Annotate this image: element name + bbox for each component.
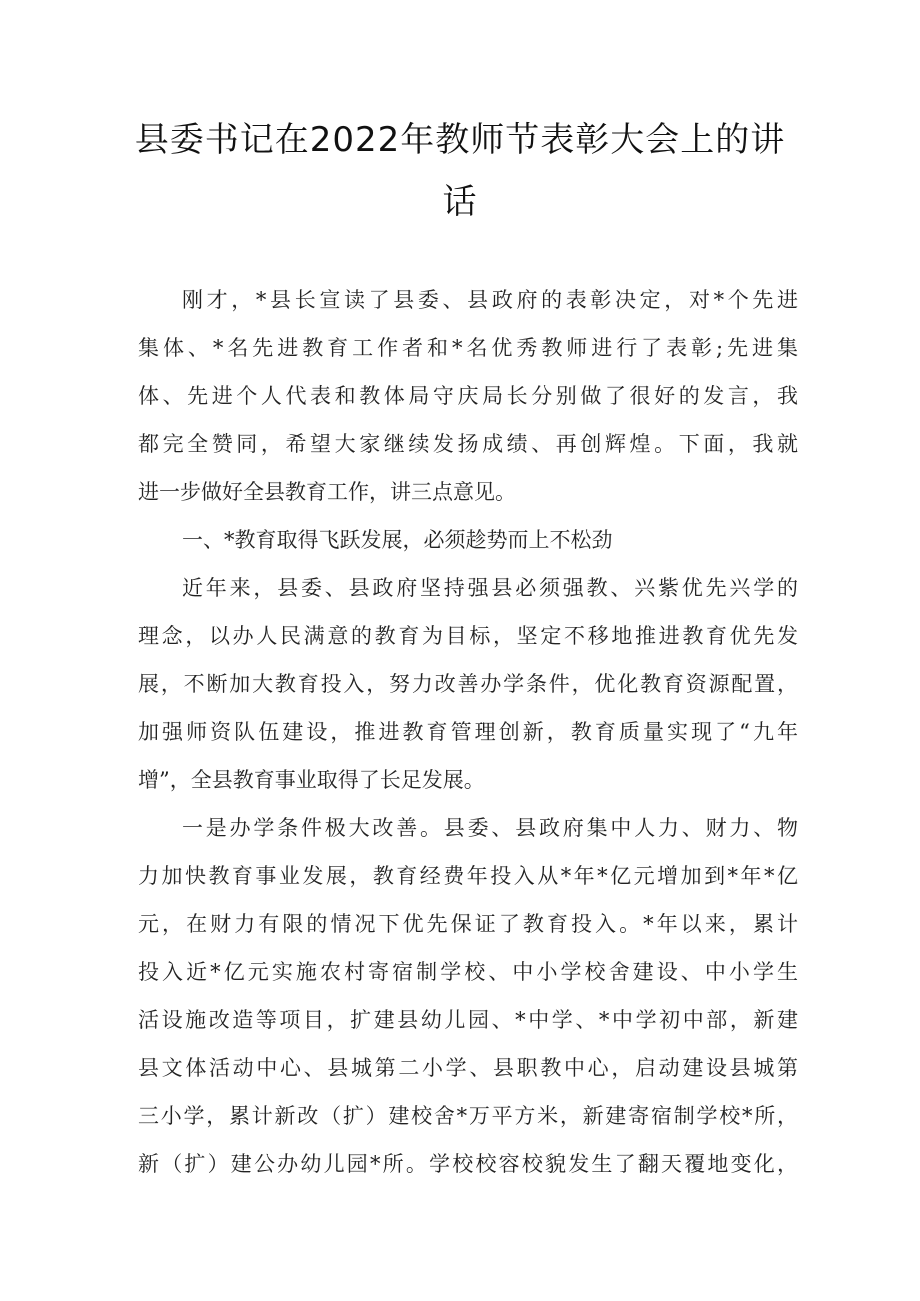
body-line: 近年来，县委、县政府坚持强县必须强教、兴紫优先兴学的 (182, 576, 798, 600)
body-line: 刚才，*县长宣读了县委、县政府的表彰决定，对*个先进 (182, 288, 798, 312)
body-line: 三小学，累计新改（扩）建校舍*万平方米，新建寄宿制学校*所， (138, 1104, 798, 1128)
body-line: 力加快教育事业发展，教育经费年投入从*年*亿元增加到*年*亿 (138, 864, 798, 888)
body-line: 体、先进个人代表和教体局守庆局长分别做了很好的发言，我 (138, 384, 798, 408)
body-line: 县文体活动中心、县城第二小学、县职教中心，启动建设县城第 (138, 1056, 798, 1080)
document-title-line-2: 话 (442, 182, 478, 222)
body-line: 理念，以办人民满意的教育为目标，坚定不移地推进教育优先发 (138, 624, 798, 648)
body-line: 加强师资队伍建设，推进教育管理创新，教育质量实现了“九年 (138, 720, 798, 744)
document-body (138, 280, 798, 1192)
body-line: 进一步做好全县教育工作，讲三点意见。 (138, 480, 516, 504)
section-heading: 一、*教育取得飞跃发展，必须趁势而上不松劲 (182, 528, 613, 552)
body-line: 展，不断加大教育投入，努力改善办学条件，优化教育资源配置， (138, 672, 798, 696)
body-line: 增”，全县教育事业取得了长足发展。 (138, 768, 485, 792)
body-line: 投入近*亿元实施农村寄宿制学校、中小学校舍建设、中小学生 (138, 960, 798, 984)
body-line: 元，在财力有限的情况下优先保证了教育投入。*年以来，累计 (138, 912, 798, 936)
body-line: 集体、*名先进教育工作者和*名优秀教师进行了表彰;先进集 (138, 336, 798, 360)
body-line: 活设施改造等项目，扩建县幼儿园、*中学、*中学初中部，新建 (138, 1008, 798, 1032)
body-line: 都完全赞同，希望大家继续发扬成绩、再创辉煌。下面，我就 (138, 432, 798, 456)
body-line: 一是办学条件极大改善。县委、县政府集中人力、财力、物 (182, 816, 798, 840)
body-line: 新（扩）建公办幼儿园*所。学校校容校貌发生了翻天覆地变化， (138, 1152, 798, 1176)
document-title-line-1: 县委书记在2022年教师节表彰大会上的讲 (134, 120, 786, 160)
